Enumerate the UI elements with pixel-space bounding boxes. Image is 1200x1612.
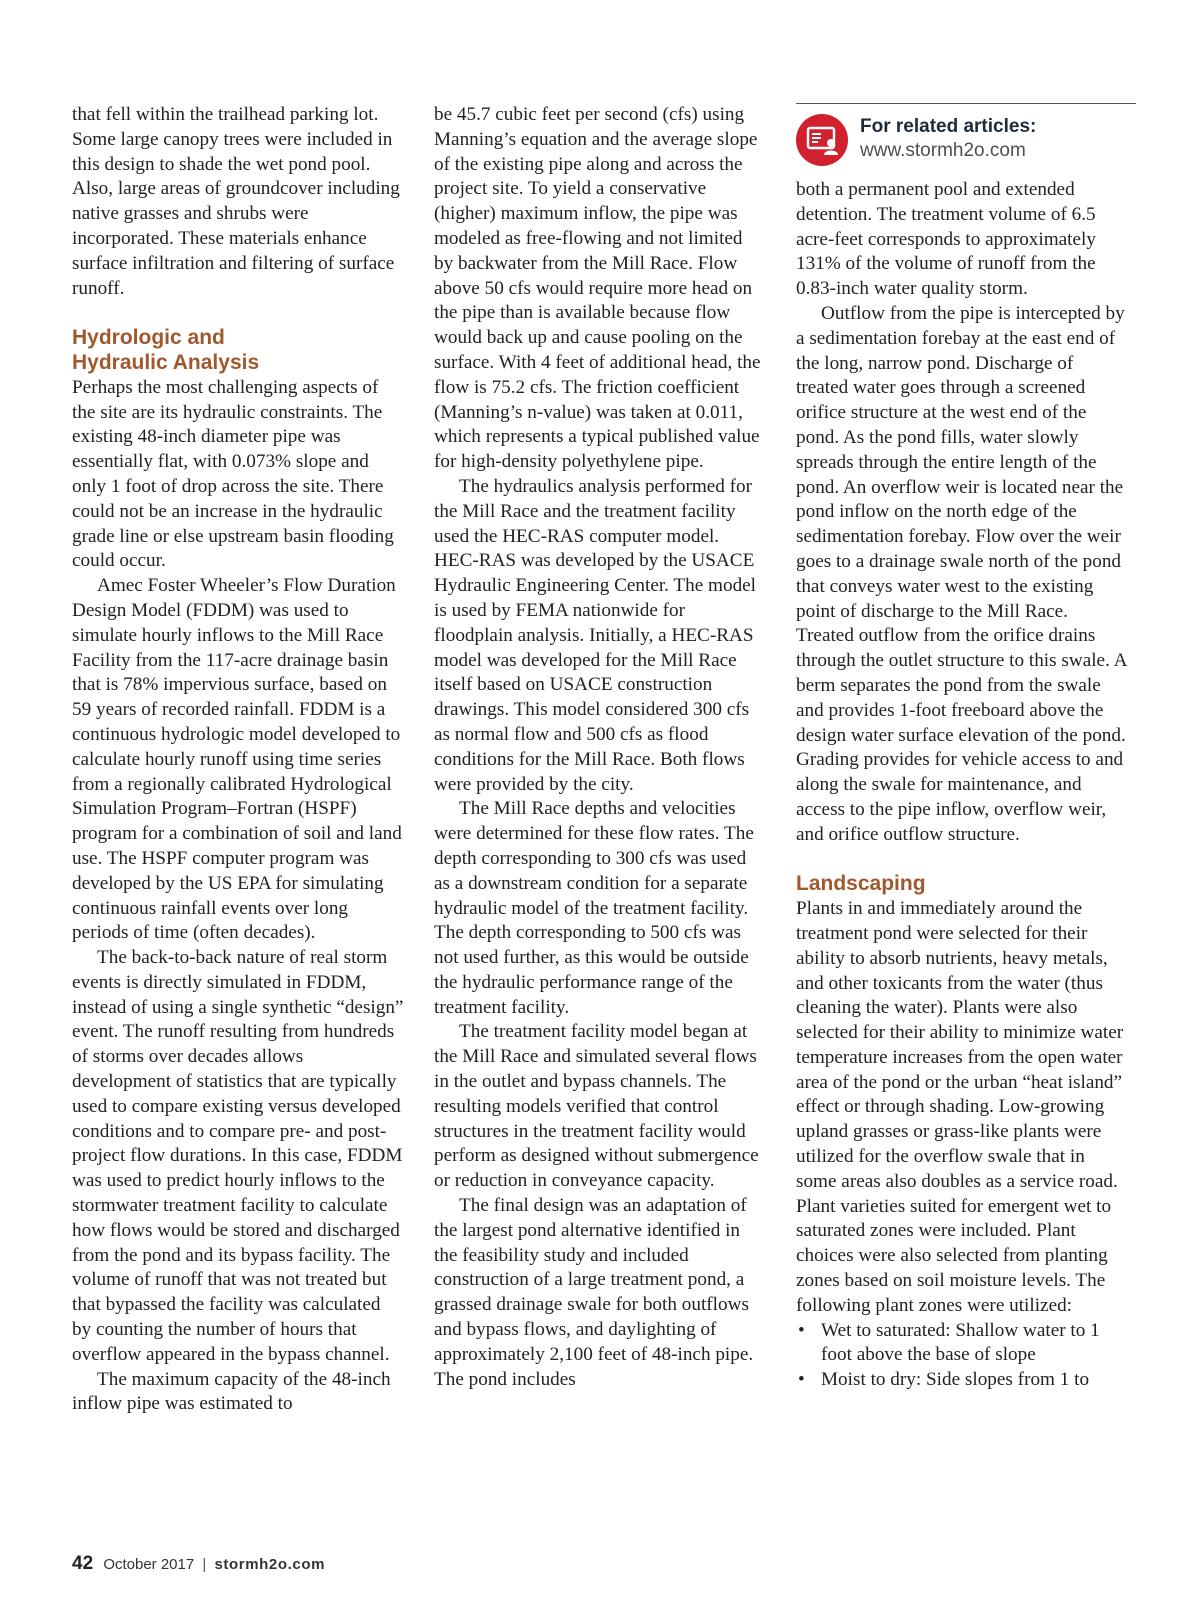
page-number: 42 (72, 1553, 94, 1574)
heading-line: Hydrologic and (72, 326, 225, 350)
footer-site-link[interactable]: stormh2o.com (214, 1556, 326, 1573)
paragraph: The Mill Race depths and velocities were determined for these flow rates. The depth corresponding to 300 cfs was used as a downstream condition for a separate hydraulic model of the treatment facility. The depth corresponding to 500 cfs was not used further, as this would be outside the hydraulic performance range of the treatment facility. (434, 798, 754, 1018)
column-right (796, 178, 1128, 1393)
related-articles-box (796, 103, 1136, 166)
heading-line: Hydraulic Analysis (72, 350, 260, 374)
paragraph: be 45.7 cubic feet per second (cfs) using Manning’s equation and the average slope of the existing pipe along and across the project site. To yield a conservative (higher) maximum inflow, the pipe was modeled as free-flowing and not limited by backwater from the Mill Race. Flow above 50 cfs would require more head on the pipe than is available because flow would back up and cause pooling on the surface. With 4 feet of additional head, the flow is 75.2 cfs. The friction coefficient (Manning’s n-value) was taken at 0.011, which represents a typical published value for high-density polyethylene pipe. (434, 104, 761, 473)
list-item: • Moist to dry: Side slopes from 1 to (796, 1368, 1128, 1393)
section-heading-hydrologic (72, 326, 404, 376)
paragraph: Outflow from the pipe is intercepted by a sedimentation forebay at the east end of the long, narrow pond. Discharge of treated water goes through a screened orifice structure at the west end of the pond. As the pond fills, water slowly spreads through the entire length of the pond. An overflow weir is located near the pond inflow on the north edge of the sedimentation forebay. Flow over the weir goes to a drainage swale north of the pond that conveys water west to the existing point of discharge to the Mill Race. Treated outflow from the orifice drains through the outlet structure to this swale. A berm separates the pond from the swale and provides 1-foot freeboard above the design water surface elevation of the pond. Grading provides for vehicle access to and along the swale for maintenance, and access to the pipe inflow, overflow weir, and orifice outflow structure. (796, 302, 1127, 845)
list-item: • Wet to saturated: Shallow water to 1 foot above the base of slope (796, 1319, 1128, 1369)
related-url-link[interactable]: www.stormh2o.com (860, 140, 1026, 161)
paragraph: The treatment facility model began at the Mill Race and simulated several flows in the outlet and bypass channels. The resulting models verified that control structures in the treatment facility would perform as designed without submergence or reduction in conveyance capacity. (434, 1021, 759, 1192)
page-footer (72, 1553, 325, 1575)
paragraph: The maximum capacity of the 48-inch inflow pipe was estimated to (72, 1368, 391, 1415)
section-heading-landscaping: Landscaping (796, 872, 926, 896)
paragraph: Perhaps the most challenging aspects of the site are its hydraulic constraints. The existing 48-inch diameter pipe was essentially flat, with 0.073% slope and only 1 foot of drop across the site. There could not be an increase in the hydraulic grade line or else upstream basin flooding could occur. (72, 376, 394, 572)
footer-separator: | (202, 1556, 207, 1573)
paragraph: Amec Foster Wheeler’s Flow Duration Design Model (FDDM) was used to simulate hourly inflows to the Mill Race Facility from the 117-acre drainage basin that is 78% impervious surface, based on 59 years of recorded rainfall. FDDM is a continuous hydrologic model developed to calculate hourly runoff using time series from a regionally calibrated Hydrological Simulation Program–Fortran (HSPF) program for a combination of soil and land use. The HSPF computer program was developed by the US EPA for simulating continuous rainfall events over long periods of time (often decades). (72, 575, 402, 944)
article-reader-icon (796, 114, 848, 166)
column-left (72, 103, 404, 1417)
paragraph: both a permanent pool and extended detention. The treatment volume of 6.5 acre-feet corresponds to approximately 131% of the volume of runoff from the 0.83-inch water quality storm. (796, 179, 1096, 300)
paragraph: The back-to-back nature of real storm events is directly simulated in FDDM, instead of using a single synthetic “design” event. The runoff resulting from hundreds of storms over decades allows development of statistics that are typically used to compare existing versus developed conditions and to compare pre- and post-project flow durations. In this case, FDDM was used to predict hourly inflows to the stormwater treatment facility to calculate how flows would be stored and discharged from the pond and its bypass facility. The volume of runoff that was not treated but that bypassed the facility was calculated by counting the number of hours that overflow appeared in the bypass channel. (72, 947, 404, 1365)
paragraph: Plants in and immediately around the treatment pond were selected for their ability to absorb nutrients, heavy metals, and other toxicants from the water (thus cleaning the water). Plants were also selected for their ability to minimize water temperature increases from the open water area of the pond or the urban “heat island” effect or through shading. Low-growing upland grasses or grass-like plants were utilized for the overflow swale that in some areas also doubles as a service road. Plant varieties suited for emergent wet to saturated zones were included. Plant choices were also selected from planting zones based on soil moisture levels. The following plant zones were utilized: (796, 898, 1124, 1316)
paragraph: The hydraulics analysis performed for the Mill Race and the treatment facility used the HEC-RAS computer model. HEC-RAS was developed by the USACE Hydraulic Engineering Center. The model is used by FEMA nationwide for floodplain analysis. Initially, a HEC-RAS model was developed for the Mill Race itself based on USACE construction drawings. This model considered 300 cfs as normal flow and 500 cfs as flood conditions for the Mill Race. Both flows were provided by the city. (434, 475, 757, 795)
plant-zone-list (796, 1319, 1128, 1393)
related-title: For related articles: (860, 116, 1037, 137)
paragraph: that fell within the trailhead parking lot. Some large canopy trees were included in this design to shade the wet pond pool. Also, large areas of groundcover including native grasses and shrubs were incorporated. These materials enhance surface infiltration and filtering of surface runoff. (72, 104, 400, 299)
paragraph: The final design was an adaptation of the largest pond alternative identified in the feasibility study and included construction of a large treatment pond, a grassed drainage swale for both outflows and bypass flows, and daylighting of approximately 2,100 feet of 48-inch pipe. The pond includes (434, 1195, 754, 1390)
issue-date: October 2017 (103, 1556, 195, 1573)
column-middle (434, 103, 766, 1392)
